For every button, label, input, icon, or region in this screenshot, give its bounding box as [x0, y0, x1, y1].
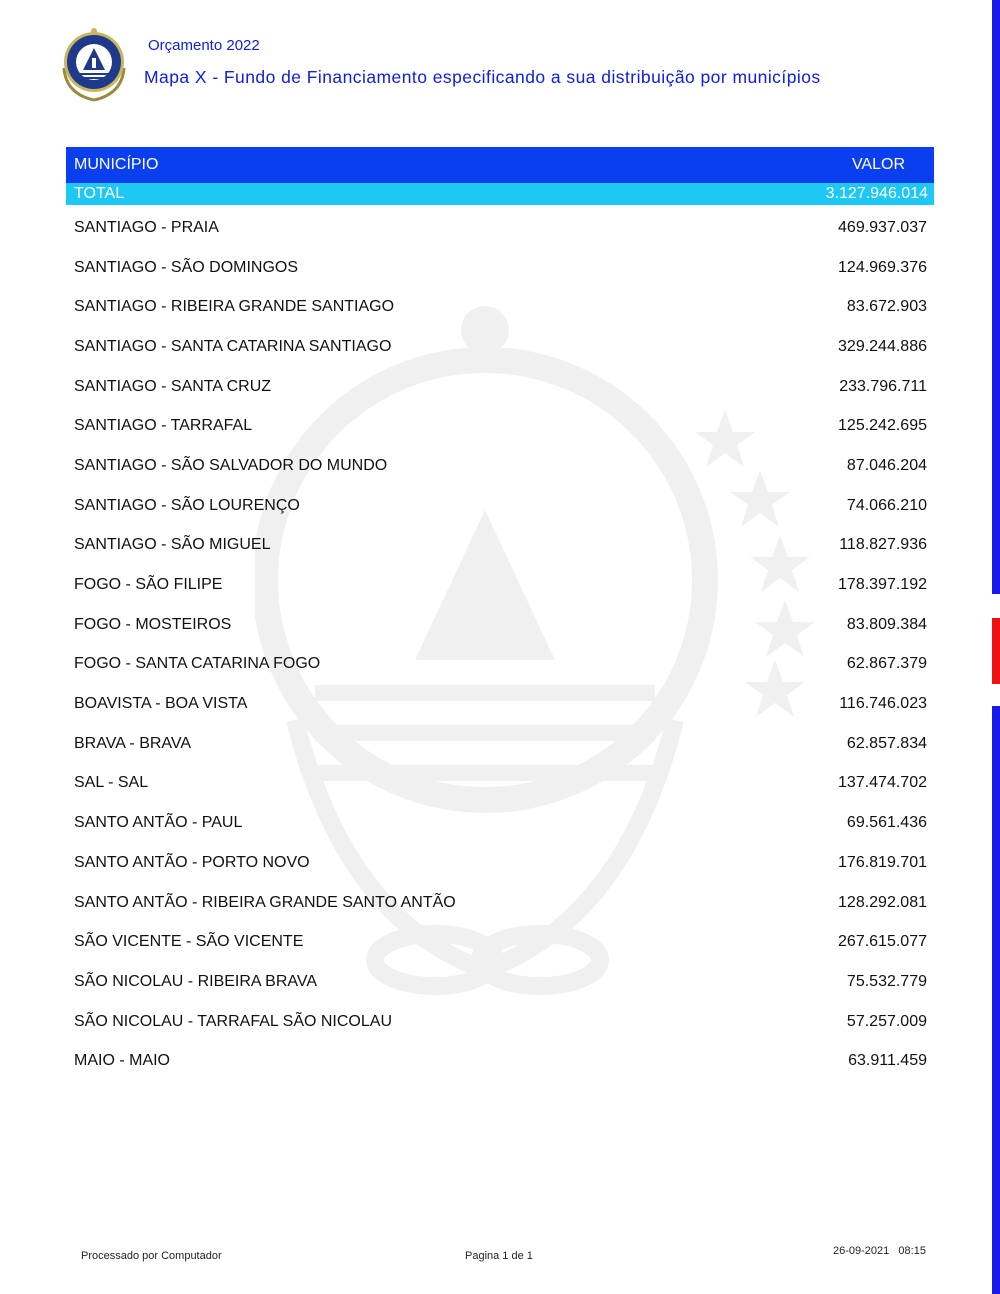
table-row [66, 526, 934, 566]
municipality-name: SANTO ANTÃO - RIBEIRA GRANDE SANTO ANTÃO [74, 893, 456, 911]
table-row [66, 486, 934, 526]
municipality-name: FOGO - SÃO FILIPE [74, 576, 223, 594]
table-row [66, 684, 934, 724]
municipality-name: BOAVISTA - BOA VISTA [74, 695, 248, 713]
cabo-verde-emblem-logo [54, 28, 134, 104]
footer-datetime: 26-09-2021 08:15 [833, 1245, 926, 1257]
municipality-name: SANTIAGO - TARRAFAL [74, 417, 253, 435]
municipality-value: 62.857.834 [846, 734, 927, 752]
municipality-value: 124.969.376 [838, 258, 927, 276]
table-row [66, 446, 934, 486]
table-row [66, 724, 934, 764]
municipality-name: FOGO - MOSTEIROS [74, 615, 232, 633]
column-header-municipio: MUNICÍPIO [74, 156, 159, 173]
total-row [66, 183, 934, 205]
municipality-name: SÃO NICOLAU - RIBEIRA BRAVA [74, 972, 318, 990]
municipality-name: SAL - SAL [74, 774, 149, 792]
municipality-name: SANTIAGO - SÃO SALVADOR DO MUNDO [74, 456, 388, 474]
table-row [66, 565, 934, 605]
municipality-name: FOGO - SANTA CATARINA FOGO [74, 655, 321, 673]
municipality-fund-table [66, 147, 934, 1081]
municipality-value: 63.911.459 [848, 1052, 927, 1070]
table-header [66, 147, 934, 183]
municipality-value: 267.615.077 [838, 933, 927, 951]
municipality-name: SANTIAGO - SANTA CATARINA SANTIAGO [74, 337, 392, 355]
municipality-name: SÃO VICENTE - SÃO VICENTE [74, 933, 304, 951]
municipality-name: SANTIAGO - SÃO MIGUEL [74, 536, 271, 554]
municipality-value: 176.819.701 [838, 853, 927, 871]
municipality-name: SANTIAGO - SANTA CRUZ [74, 377, 272, 395]
table-row [66, 1002, 934, 1042]
total-label: TOTAL [74, 185, 125, 202]
municipality-name: SANTIAGO - PRAIA [74, 218, 219, 236]
column-header-valor: VALOR [851, 156, 905, 173]
municipality-name: MAIO - MAIO [74, 1052, 170, 1070]
table-row [66, 922, 934, 962]
municipality-name: SANTO ANTÃO - PORTO NOVO [74, 853, 310, 871]
municipality-value: 83.672.903 [846, 298, 927, 316]
table-row [66, 764, 934, 804]
table-row [66, 248, 934, 288]
municipality-name: BRAVA - BRAVA [74, 734, 192, 752]
municipality-value: 128.292.081 [838, 893, 927, 911]
municipality-value: 137.474.702 [838, 774, 927, 792]
edge-bar-blue-bottom [992, 706, 1000, 1294]
municipality-name: SANTIAGO - SÃO DOMINGOS [74, 258, 299, 276]
municipality-value: 75.532.779 [846, 972, 927, 990]
edge-bar-red [992, 618, 1000, 684]
table-row [66, 605, 934, 645]
footer-page-number: Pagina 1 de 1 [465, 1250, 533, 1262]
municipality-name: SANTIAGO - SÃO LOURENÇO [74, 496, 300, 514]
table-row [66, 843, 934, 883]
municipality-value: 329.244.886 [838, 337, 927, 355]
municipality-value: 83.809.384 [846, 615, 927, 633]
municipality-value: 125.242.695 [838, 417, 927, 435]
page-title: Mapa X - Fundo de Financiamento especificando a sua distribuição por municípios [144, 67, 821, 87]
municipality-value: 69.561.436 [846, 814, 927, 832]
table-row [66, 883, 934, 923]
table-row [66, 803, 934, 843]
table-row [66, 645, 934, 685]
municipality-name: SÃO NICOLAU - TARRAFAL SÃO NICOLAU [74, 1012, 392, 1030]
total-value: 3.127.946.014 [825, 185, 928, 202]
edge-bar-blue-top [992, 0, 1000, 594]
table-row [66, 406, 934, 446]
municipality-name: SANTIAGO - RIBEIRA GRANDE SANTIAGO [74, 298, 395, 316]
table-row [66, 208, 934, 248]
footer-processed-by: Processado por Computador [81, 1250, 222, 1262]
budget-year-subtitle: Orçamento 2022 [148, 37, 260, 54]
table-row [66, 367, 934, 407]
municipality-value: 118.827.936 [839, 536, 927, 554]
table-row [66, 327, 934, 367]
municipality-value: 178.397.192 [838, 576, 927, 594]
municipality-value: 469.937.037 [838, 218, 927, 236]
municipality-value: 116.746.023 [839, 695, 927, 713]
table-row [66, 962, 934, 1002]
municipality-value: 62.867.379 [846, 655, 927, 673]
municipality-value: 57.257.009 [846, 1012, 927, 1030]
table-row [66, 287, 934, 327]
municipality-value: 233.796.711 [839, 377, 927, 395]
municipality-name: SANTO ANTÃO - PAUL [74, 814, 243, 832]
municipality-value: 87.046.204 [846, 456, 927, 474]
table-row [66, 1041, 934, 1081]
municipality-value: 74.066.210 [846, 496, 927, 514]
table-body [66, 208, 934, 1081]
